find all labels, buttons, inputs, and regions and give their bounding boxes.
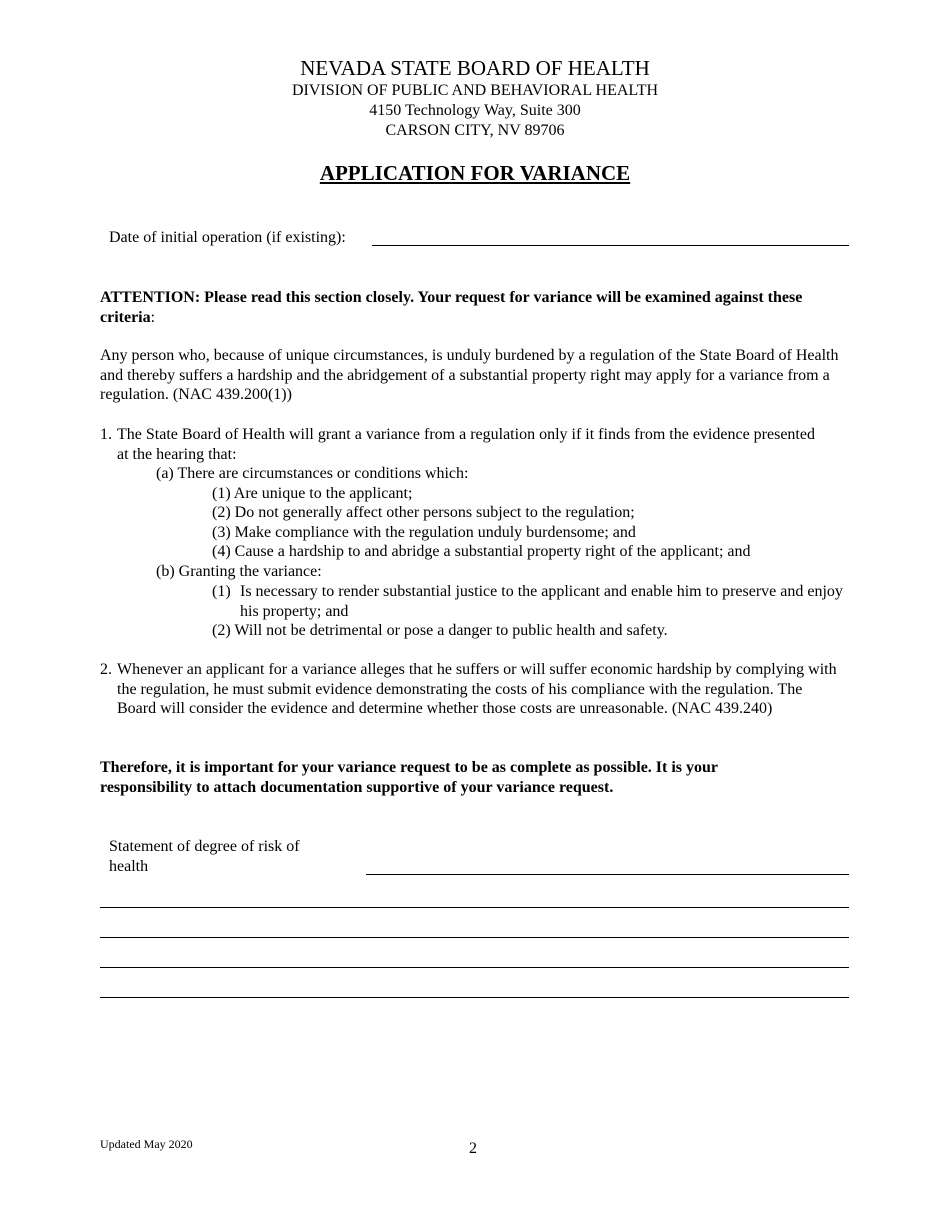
page-number: 2 xyxy=(469,1140,477,1157)
item-1-text: The State Board of Health will grant a variance from a regulation only if it finds from the evidence presented at the hearing that: xyxy=(117,426,815,463)
answer-line-3[interactable] xyxy=(100,967,849,968)
intro-paragraph: Any person who, because of unique circumstances, is unduly burdened by a regulation of the State Board of Health and thereby suffers a hardship and the abridgement of a substantial property right may apply for a variance from a regulation. (NAC 439.200(1)) xyxy=(100,347,839,403)
page-title xyxy=(0,161,950,186)
b1-number: (1) xyxy=(212,583,231,600)
division-name: DIVISION OF PUBLIC AND BEHAVIORAL HEALTH xyxy=(291,82,659,99)
address-line-1: 4150 Technology Way, Suite 300 xyxy=(369,102,581,119)
criteria-b-item-1 xyxy=(212,582,852,621)
criteria-b-label: (b) Granting the variance: xyxy=(156,563,322,580)
footer-updated: Updated May 2020 xyxy=(100,1137,193,1151)
criteria-b-item-2: (2) Will not be detrimental or pose a danger to public health and safety. xyxy=(212,622,668,639)
risk-statement-input[interactable] xyxy=(366,855,849,875)
criteria-a-label: (a) There are circumstances or conditions which: xyxy=(156,465,469,482)
attention-notice xyxy=(100,288,840,327)
criteria-a-item-3: (3) Make compliance with the regulation unduly burdensome; and xyxy=(212,524,636,541)
date-field-input[interactable] xyxy=(372,226,849,246)
address-line-2: CARSON CITY, NV 89706 xyxy=(385,122,565,139)
item-1-number: 1. xyxy=(100,426,112,443)
criteria-a-item-2: (2) Do not generally affect other persons subject to the regulation; xyxy=(212,504,635,521)
risk-statement-label: Statement of degree of risk of health xyxy=(109,838,300,875)
criteria-a-item-1: (1) Are unique to the applicant; xyxy=(212,485,413,502)
criteria-item-2 xyxy=(100,660,860,719)
criteria-item-1 xyxy=(100,425,860,464)
item-2-number: 2. xyxy=(100,661,112,678)
answer-line-4[interactable] xyxy=(100,997,849,998)
letterhead xyxy=(0,56,950,141)
answer-line-2[interactable] xyxy=(100,937,849,938)
criteria-a-item-4: (4) Cause a hardship to and abridge a substantial property right of the applicant; and xyxy=(212,543,751,560)
item-2-text: Whenever an applicant for a variance alleges that he suffers or will suffer economic hardship by complying with the regulation, he must submit evidence demonstrating the costs of his compliance with the regulation. The Board will consider the evidence and determine whether those costs are unreasonable. (NAC 439.240) xyxy=(117,661,837,717)
agency-name: NEVADA STATE BOARD OF HEALTH xyxy=(300,56,650,80)
answer-line-1[interactable] xyxy=(100,907,849,908)
title-text: APPLICATION FOR VARIANCE xyxy=(319,161,631,185)
date-field-label: Date of initial operation (if existing): xyxy=(109,229,346,246)
attention-bold-text: ATTENTION: Please read this section closely. Your request for variance will be examined against these criteria xyxy=(100,289,803,326)
attention-tail: : xyxy=(150,308,156,326)
emphasis-paragraph: Therefore, it is important for your variance request to be as complete as possible. It is your responsibility to attach documentation supportive of your variance request. xyxy=(100,759,718,796)
b1-text: Is necessary to render substantial justice to the applicant and enable him to preserve and enjoy his property; and xyxy=(240,583,843,620)
